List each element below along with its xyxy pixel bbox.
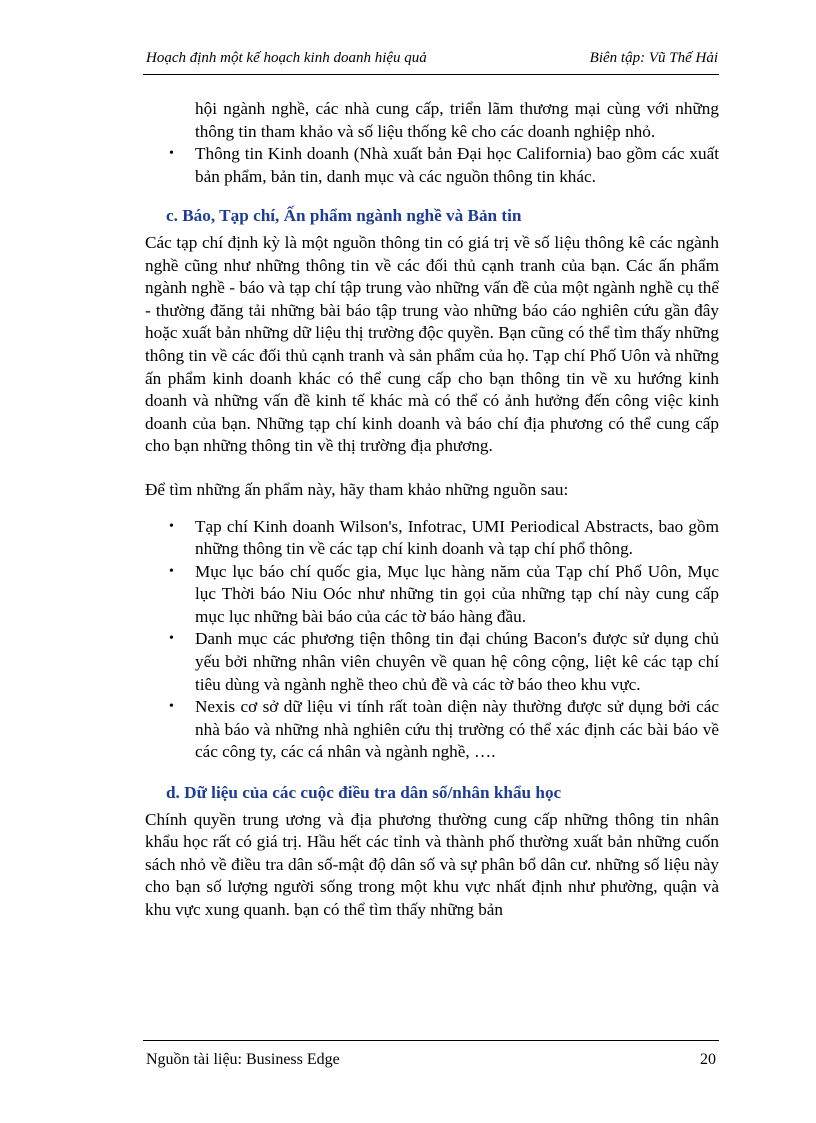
header-divider <box>143 74 719 75</box>
bullet-icon: • <box>169 699 174 715</box>
section-c-bullet-list <box>145 516 719 765</box>
list-item: • Thông tin Kinh doanh (Nhà xuất bản Đại học California) bao gồm các xuất bản phẩm, bản tin, danh mục và các nguồn thông tin khác. <box>169 144 719 186</box>
section-c-intro: Để tìm những ấn phẩm này, hãy tham khảo những nguồn sau: <box>145 479 569 499</box>
document-title: Hoạch định một kế hoạch kinh doanh hiệu quả <box>146 50 427 66</box>
page-number: 20 <box>700 1051 716 1068</box>
bullet-icon: • <box>169 563 174 579</box>
section-c-heading: c. Báo, Tạp chí, Ấn phẩm ngành nghề và Bản tin <box>166 206 522 226</box>
top-bullet-list <box>145 143 719 188</box>
section-c-paragraph: Các tạp chí định kỳ là một nguồn thông tin có giá trị về số liệu thông kê các ngành nghề cũng như những thông tin về các đối thủ cạnh tranh của bạn. Các ấn phẩm ngành nghề - báo và tạp chí tập trung vào những vấn đề của một ngành nghề cụ thể - thường đăng tải những bài báo tập trung vào những báo cáo nghiên cứu gần đây hoặc xuất bản những dữ liệu thị trường độc quyền. Bạn cũng có thể tìm thấy những thông tin về các đối thủ cạnh tranh và sản phẩm của họ. Tạp chí Phố Uôn và những ấn phẩm kinh doanh khác có thể cung cấp cho bạn thông tin về xu hướng kinh doanh và những vấn đề kinh tế khác mà có thể có ảnh hưởng đến công việc kinh doanh của bạn. Những tạp chí kinh doanh và báo chí địa phương có thể cung cấp cho bạn những thông tin về thị trường địa phương. <box>145 232 719 456</box>
footer-divider <box>143 1040 719 1041</box>
section-d-paragraph: Chính quyền trung ương và địa phương thường cung cấp những thông tin nhân khẩu học rất có giá trị. Hầu hết các tỉnh và thành phố thường xuất bản những cuốn sách nhỏ về điều tra dân số-mật độ dân số và sự phân bổ dân cư. những số liệu này cho bạn số lượng người sống trong một khu vực nhất định như phường, quận và khu vực xung quanh. bạn có thể tìm thấy những bản <box>145 809 719 919</box>
list-item: • Danh mục các phương tiện thông tin đại chúng Bacon's được sử dụng chủ yếu bởi những nhân viên chuyên về quan hệ công cộng, liệt kê các tạp chí tiêu dùng và ngành nghề theo chủ đề và các tờ báo theo khu vực. <box>169 629 719 694</box>
editor-credit: Biên tập: Vũ Thế Hải <box>589 50 718 66</box>
list-item: • Mục lục báo chí quốc gia, Mục lục hàng năm của Tạp chí Phố Uôn, Mục lục Thời báo Niu Oóc như những tin gọi của những tạp chí này cung cấp mục lục những bài báo của các tờ báo hàng đầu. <box>169 561 719 626</box>
list-item: • Tạp chí Kinh doanh Wilson's, Infotrac, UMI Periodical Abstracts, bao gồm những thông tin về các tạp chí kinh doanh và tạp chí phổ thông. <box>169 516 719 559</box>
page-header <box>146 50 718 72</box>
bullet-icon: • <box>169 631 174 647</box>
page-body <box>145 98 719 922</box>
continued-bullet-text: hội ngành nghề, các nhà cung cấp, triển lãm thương mại cùng với những thông tin tham khảo và số liệu thống kê cho các doanh nghiệp nhỏ. <box>195 99 719 141</box>
bullet-icon: • <box>169 146 174 162</box>
section-d-heading: d. Dữ liệu của các cuộc điều tra dân số/nhân khẩu học <box>166 783 562 803</box>
bullet-icon: • <box>169 518 174 534</box>
list-item: • Nexis cơ sở dữ liệu vi tính rất toàn diện này thường được sử dụng bởi các nhà báo và những nhà nghiên cứu thị trường có thể xác định các bài báo về các công ty, các cá nhân và ngành nghề, …. <box>169 697 719 762</box>
source-credit: Nguồn tài liệu: Business Edge <box>146 1051 340 1068</box>
